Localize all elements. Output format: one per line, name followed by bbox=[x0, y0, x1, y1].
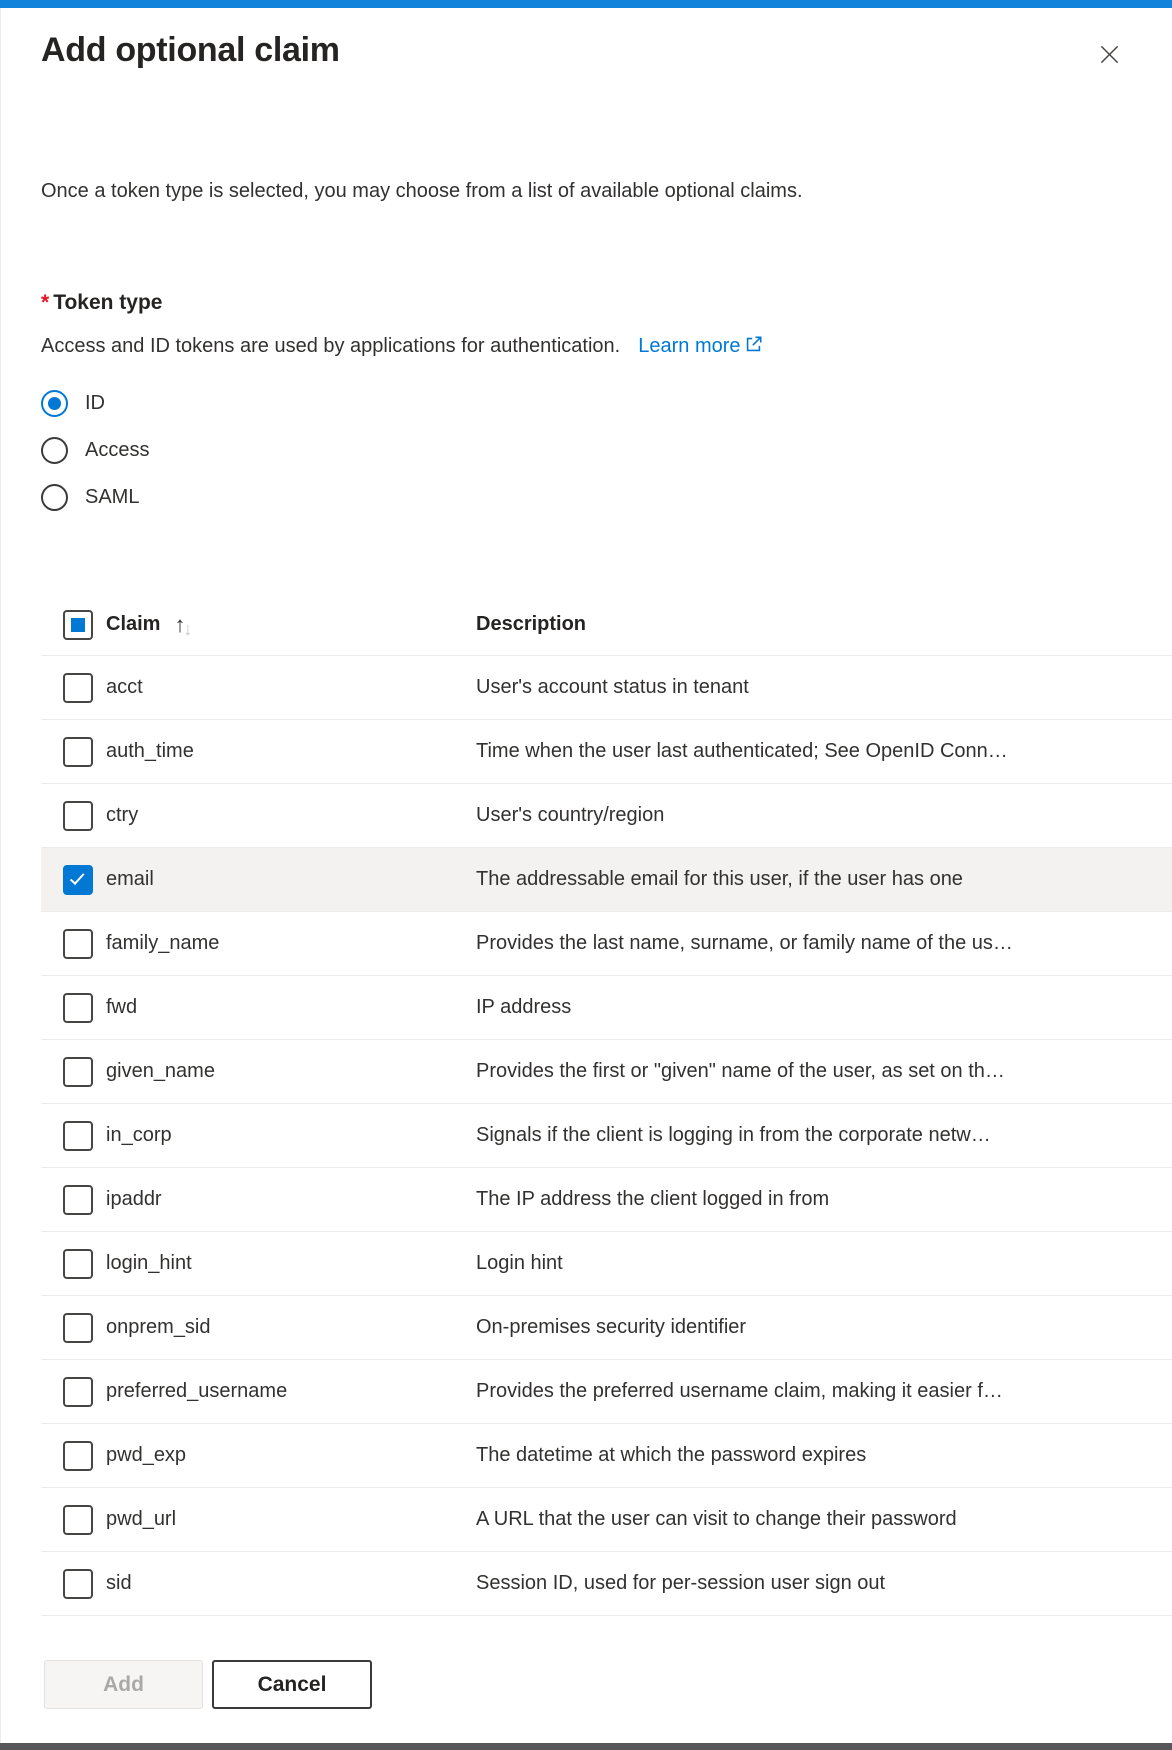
claim-column-header[interactable]: Claim ↑ ↓ bbox=[106, 611, 193, 639]
claim-name: sid bbox=[106, 1572, 132, 1594]
table-row-acct[interactable] bbox=[41, 656, 1172, 720]
claim-name: acct bbox=[106, 676, 143, 698]
row-checkbox[interactable] bbox=[63, 865, 93, 895]
row-checkbox[interactable] bbox=[63, 1185, 93, 1215]
claim-name: in_corp bbox=[106, 1124, 172, 1146]
token-type-description: Access and ID tokens are used by applications for authentication. Learn more bbox=[41, 331, 1132, 360]
claim-name: family_name bbox=[106, 932, 220, 954]
table-row-given_name[interactable] bbox=[41, 1040, 1172, 1104]
claim-description: The addressable email for this user, if the user has one bbox=[476, 868, 963, 890]
claim-description: The datetime at which the password expires bbox=[476, 1444, 867, 1466]
claim-description: Provides the first or "given" name of the user, as set on th… bbox=[476, 1060, 1005, 1082]
accent-top-bar bbox=[0, 0, 1172, 8]
claim-description: Provides the preferred username claim, making it easier f… bbox=[476, 1380, 1003, 1402]
claim-description: Login hint bbox=[476, 1252, 563, 1274]
row-checkbox[interactable] bbox=[63, 1249, 93, 1279]
claim-description: A URL that the user can visit to change their password bbox=[476, 1508, 957, 1530]
token-type-label: * Token type bbox=[41, 291, 163, 314]
add-button[interactable]: Add bbox=[44, 1660, 203, 1709]
intro-text: Once a token type is selected, you may choose from a list of available optional claims. bbox=[41, 180, 803, 202]
table-row-family_name[interactable] bbox=[41, 912, 1172, 976]
learn-more-link[interactable]: Learn more bbox=[638, 331, 763, 360]
claim-name: ctry bbox=[106, 804, 139, 826]
bottom-bar bbox=[0, 1743, 1172, 1750]
claim-description: On-premises security identifier bbox=[476, 1316, 747, 1338]
table-row-auth_time[interactable] bbox=[41, 720, 1172, 784]
claim-name: given_name bbox=[106, 1060, 215, 1082]
radio-icon bbox=[41, 437, 68, 464]
row-checkbox[interactable] bbox=[63, 1441, 93, 1471]
table-row-in_corp[interactable] bbox=[41, 1104, 1172, 1168]
row-checkbox[interactable] bbox=[63, 1377, 93, 1407]
claim-name: preferred_username bbox=[106, 1380, 288, 1402]
close-button[interactable] bbox=[1091, 36, 1128, 73]
cancel-button[interactable]: Cancel bbox=[212, 1660, 372, 1709]
dialog-header bbox=[41, 8, 1132, 73]
page-title: Add optional claim bbox=[41, 31, 340, 69]
table-row-pwd_exp[interactable] bbox=[41, 1424, 1172, 1488]
radio-option-label: SAML bbox=[85, 485, 140, 508]
table-row-ipaddr[interactable] bbox=[41, 1168, 1172, 1232]
row-checkbox[interactable] bbox=[63, 737, 93, 767]
table-row-preferred_username[interactable] bbox=[41, 1360, 1172, 1424]
table-row-fwd[interactable] bbox=[41, 976, 1172, 1040]
claim-name: login_hint bbox=[106, 1252, 192, 1274]
row-checkbox[interactable] bbox=[63, 801, 93, 831]
table-row-email[interactable] bbox=[41, 848, 1172, 912]
sort-descending-icon: ↓ bbox=[183, 619, 193, 639]
row-checkbox[interactable] bbox=[63, 993, 93, 1023]
sort-ascending-icon: ↑ bbox=[174, 611, 186, 637]
token-type-radio-group bbox=[41, 388, 1132, 512]
radio-option-id[interactable] bbox=[41, 388, 1132, 418]
close-icon bbox=[1097, 55, 1122, 70]
row-checkbox[interactable] bbox=[63, 673, 93, 703]
claim-description: Time when the user last authenticated; See OpenID Conn… bbox=[476, 740, 1008, 762]
table-header-row bbox=[41, 594, 1172, 656]
required-asterisk: * bbox=[41, 291, 50, 314]
claim-description: The IP address the client logged in from bbox=[476, 1188, 830, 1210]
table-body bbox=[41, 656, 1172, 1616]
claim-name: onprem_sid bbox=[106, 1316, 211, 1338]
table-row-login_hint[interactable] bbox=[41, 1232, 1172, 1296]
external-link-icon bbox=[741, 331, 764, 360]
table-row-ctry[interactable] bbox=[41, 784, 1172, 848]
claim-description: Provides the last name, surname, or family name of the us… bbox=[476, 932, 1013, 954]
claim-description: Session ID, used for per-session user sign out bbox=[476, 1572, 886, 1594]
row-checkbox[interactable] bbox=[63, 1569, 93, 1599]
claim-name: fwd bbox=[106, 996, 138, 1018]
description-column-header: Description bbox=[476, 613, 587, 635]
row-checkbox[interactable] bbox=[63, 1121, 93, 1151]
claim-name: auth_time bbox=[106, 740, 194, 762]
indeterminate-mark-icon bbox=[71, 618, 85, 632]
claim-name: ipaddr bbox=[106, 1188, 162, 1210]
optional-claims-table bbox=[41, 594, 1172, 1616]
row-checkbox[interactable] bbox=[63, 1505, 93, 1535]
table-row-pwd_url[interactable] bbox=[41, 1488, 1172, 1552]
row-checkbox[interactable] bbox=[63, 929, 93, 959]
claim-description: Signals if the client is logging in from the corporate netw… bbox=[476, 1124, 991, 1146]
radio-icon bbox=[41, 484, 68, 511]
claim-name: pwd_exp bbox=[106, 1444, 187, 1466]
footer-buttons bbox=[41, 1660, 1132, 1709]
radio-option-access[interactable] bbox=[41, 435, 1132, 465]
claim-description: IP address bbox=[476, 996, 572, 1018]
claim-name: pwd_url bbox=[106, 1508, 177, 1530]
checkmark-icon bbox=[70, 870, 85, 885]
claim-description: User's account status in tenant bbox=[476, 676, 749, 698]
radio-option-label: Access bbox=[85, 438, 150, 461]
claim-description: User's country/region bbox=[476, 804, 665, 826]
add-optional-claim-panel bbox=[0, 8, 1172, 1750]
claim-name: email bbox=[106, 868, 154, 890]
select-all-checkbox[interactable] bbox=[63, 610, 93, 640]
table-row-sid[interactable] bbox=[41, 1552, 1172, 1616]
row-checkbox[interactable] bbox=[63, 1313, 93, 1343]
row-checkbox[interactable] bbox=[63, 1057, 93, 1087]
table-row-onprem_sid[interactable] bbox=[41, 1296, 1172, 1360]
radio-option-saml[interactable] bbox=[41, 482, 1132, 512]
radio-option-label: ID bbox=[85, 391, 105, 414]
radio-icon bbox=[41, 390, 68, 417]
